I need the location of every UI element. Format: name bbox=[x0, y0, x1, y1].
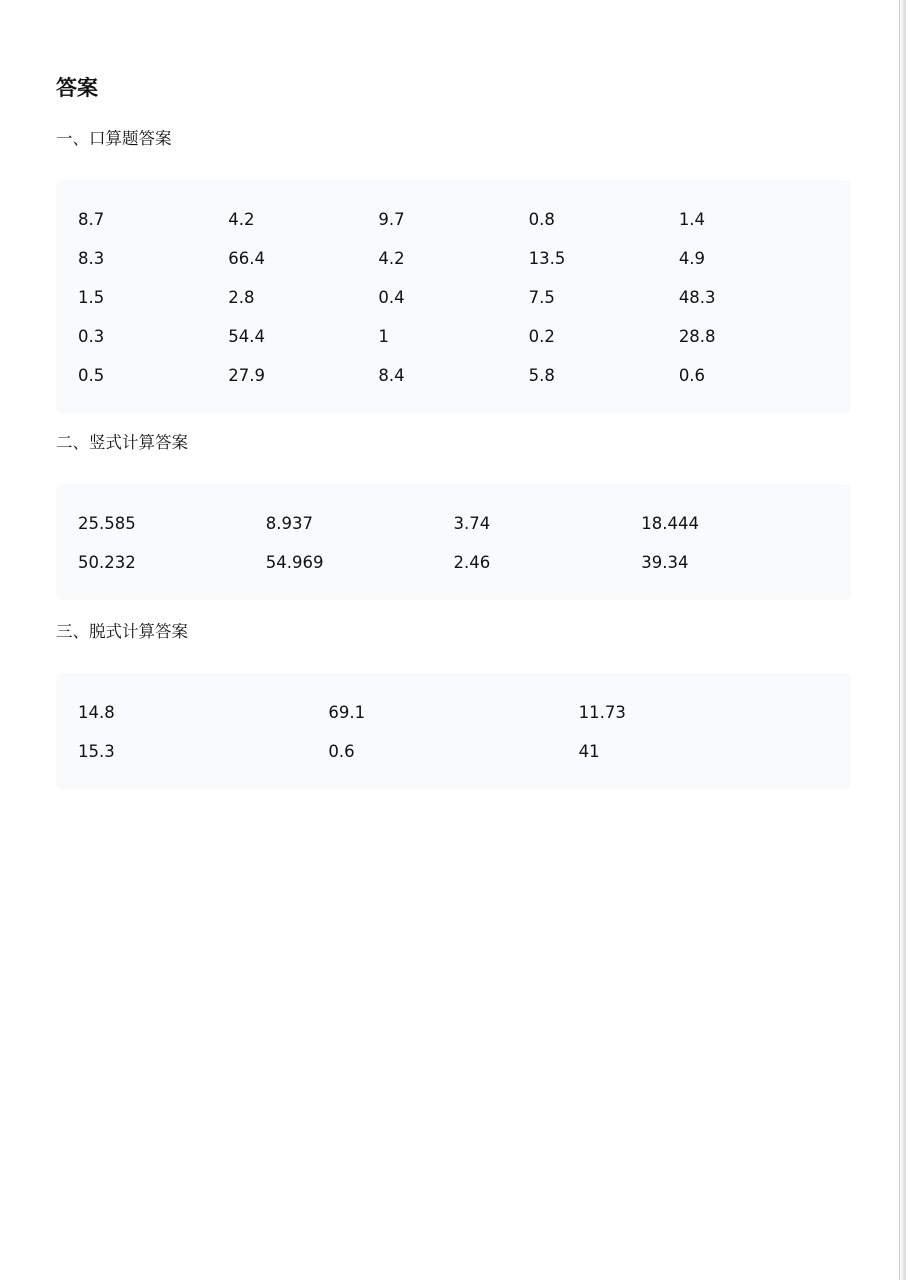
section-heading-oral: 一、口算题答案 bbox=[56, 129, 172, 148]
answer-row bbox=[78, 239, 829, 278]
page-title: 答案 bbox=[56, 76, 98, 100]
answer-cell: 8.937 bbox=[265, 513, 313, 533]
answer-cell: 7.5 bbox=[528, 287, 555, 307]
answer-cell: 11.73 bbox=[578, 702, 626, 722]
section-heading-vertical: 二、竖式计算答案 bbox=[56, 433, 188, 452]
stepwise-answers-box bbox=[56, 673, 851, 789]
answer-cell: 13.5 bbox=[528, 248, 566, 268]
answer-row bbox=[78, 278, 829, 317]
answer-cell: 0.5 bbox=[78, 365, 105, 385]
answer-row bbox=[78, 317, 829, 356]
answer-cell: 8.3 bbox=[78, 248, 105, 268]
answer-cell: 14.8 bbox=[78, 702, 115, 722]
answer-row bbox=[78, 504, 829, 543]
answer-cell: 4.2 bbox=[228, 209, 255, 229]
answer-cell: 41 bbox=[578, 741, 600, 761]
answer-cell: 27.9 bbox=[228, 365, 265, 385]
answer-row bbox=[78, 543, 829, 582]
answer-cell: 2.46 bbox=[453, 552, 491, 572]
answer-cell: 69.1 bbox=[328, 702, 366, 722]
answer-cell: 0.2 bbox=[528, 326, 555, 346]
section-heading-stepwise: 三、脱式计算答案 bbox=[56, 622, 188, 641]
answer-cell: 2.8 bbox=[228, 287, 255, 307]
answer-cell: 0.6 bbox=[328, 741, 355, 761]
answer-cell: 50.232 bbox=[78, 552, 136, 572]
answer-cell: 3.74 bbox=[453, 513, 491, 533]
answer-cell: 8.7 bbox=[78, 209, 105, 229]
oral-answers-box bbox=[56, 180, 851, 413]
answer-cell: 5.8 bbox=[528, 365, 555, 385]
vertical-answers-box bbox=[56, 484, 851, 600]
answer-cell: 48.3 bbox=[678, 287, 716, 307]
answer-cell: 15.3 bbox=[78, 741, 115, 761]
answer-cell: 1.4 bbox=[678, 209, 706, 229]
answer-cell: 25.585 bbox=[78, 513, 136, 533]
answer-cell: 54.4 bbox=[228, 326, 265, 346]
answer-cell: 9.7 bbox=[378, 209, 405, 229]
answer-cell: 4.2 bbox=[378, 248, 405, 268]
answer-row bbox=[78, 200, 829, 239]
answer-cell: 1 bbox=[378, 326, 389, 346]
answer-cell: 0.4 bbox=[378, 287, 405, 307]
answer-row bbox=[78, 732, 829, 771]
answer-cell: 28.8 bbox=[678, 326, 716, 346]
answer-cell: 1.5 bbox=[78, 287, 105, 307]
answer-cell: 8.4 bbox=[378, 365, 405, 385]
answer-row bbox=[78, 356, 829, 395]
answer-cell: 0.8 bbox=[528, 209, 555, 229]
answer-cell: 39.34 bbox=[641, 552, 689, 572]
answer-cell: 54.969 bbox=[265, 552, 324, 572]
answer-cell: 18.444 bbox=[641, 513, 699, 533]
answer-cell: 0.3 bbox=[78, 326, 105, 346]
answer-row bbox=[78, 693, 829, 732]
answer-cell: 0.6 bbox=[678, 365, 706, 385]
answer-cell: 4.9 bbox=[678, 248, 706, 268]
page-edge-shadow bbox=[899, 0, 906, 1280]
answer-cell: 66.4 bbox=[228, 248, 265, 268]
